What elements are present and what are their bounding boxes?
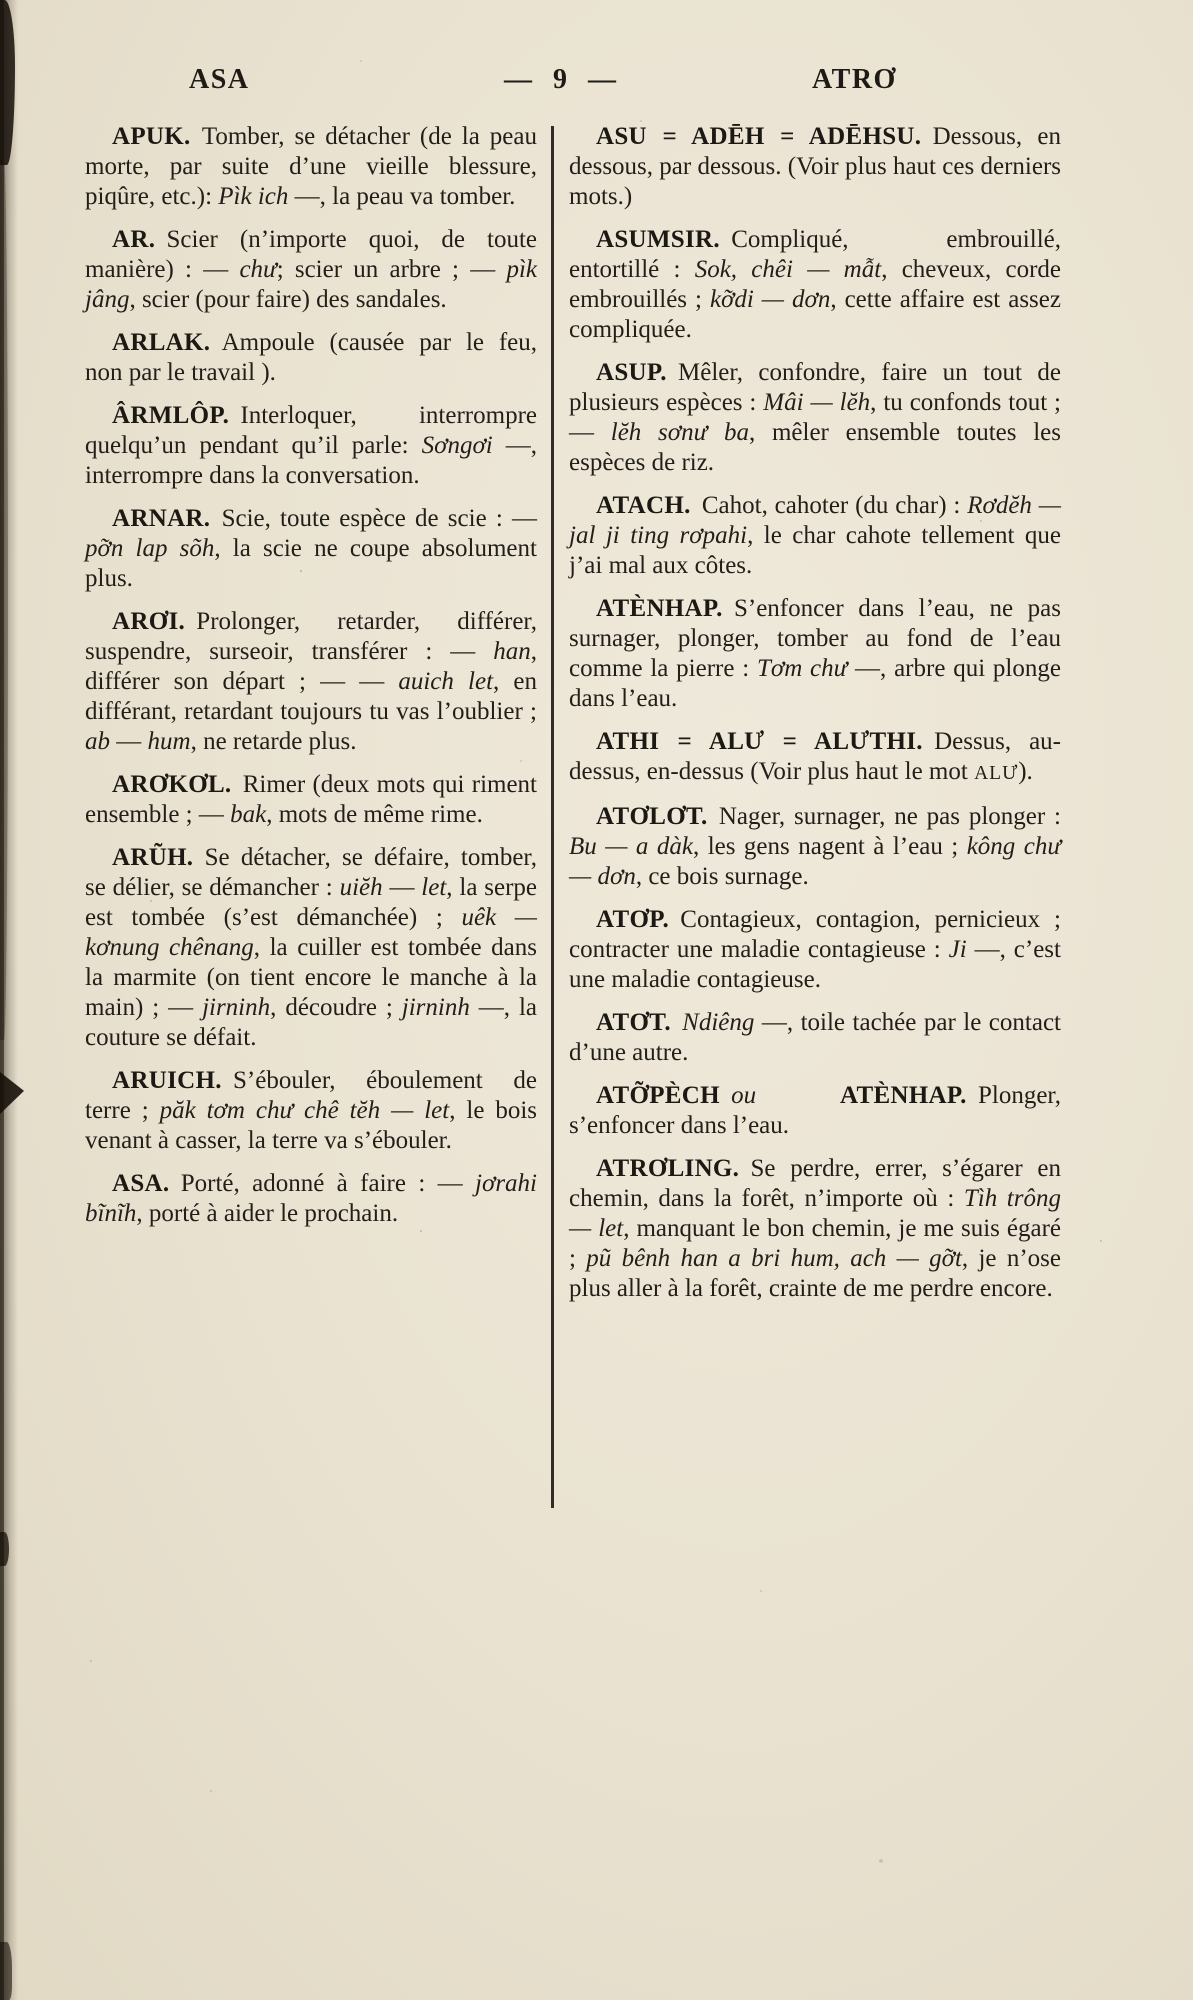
dictionary-entry [569, 802, 1061, 892]
entry-headword: ASUP. [596, 359, 667, 386]
entry-text: , tu confonds tout ; — [569, 389, 1062, 446]
dictionary-entry [85, 607, 537, 757]
dictionary-entry [569, 225, 1061, 345]
entry-text: Interloquer, interrompre quelqu’un pendant qu’il parle: [85, 402, 537, 459]
entry-headword: AR. [112, 226, 156, 253]
entry-headword: ATÈNHAP. [839, 1082, 967, 1109]
right-column [569, 122, 1061, 1317]
entry-example: Pìk ich [218, 183, 289, 210]
entry-headword: ÂRMLÔP. [112, 402, 230, 429]
dictionary-entry [569, 358, 1061, 478]
entry-text: , le char cahote tellement que j’ai mal aux côtes. [569, 522, 1061, 579]
dictionary-entry [85, 843, 537, 1053]
dictionary-entry [569, 1154, 1061, 1304]
binding-mark [0, 1942, 12, 2000]
entry-example: ou [731, 1082, 840, 1109]
dictionary-entry [569, 727, 1061, 789]
entry-headword: ATRƠLING. [596, 1155, 740, 1182]
entry-example: jơrahi bĩnĩh [85, 1170, 537, 1227]
entry-example: pũ bênh han a bri hum, ach — gỡt [586, 1245, 962, 1272]
dictionary-entry [85, 122, 537, 212]
entry-example: pìk jâng [85, 256, 537, 313]
entry-example: Sơngơi [421, 432, 493, 459]
entry-example: kỡdi — dơn [709, 286, 831, 313]
entry-text: —, toile tachée par le contact d’une autre. [569, 1009, 1061, 1066]
entry-example: pỡn lap sõh [85, 535, 215, 562]
entry-text: , cheveux, corde embrouillés ; [569, 256, 1061, 313]
column-divider-rule [551, 126, 554, 1508]
entry-text: , mêler ensemble toutes les espèces de riz. [569, 419, 1062, 476]
entry-text: —, arbre qui plonge dans l’eau. [569, 655, 1061, 712]
entry-text: Scie, toute espèce de scie : — [221, 505, 537, 532]
dictionary-entry [85, 1066, 537, 1156]
entry-text: —, la peau va tomber. [288, 183, 516, 210]
entry-headword: ARUICH. [112, 1067, 222, 1094]
entry-text: , différer son départ ; — — [85, 638, 537, 695]
binding-mark [0, 160, 8, 1040]
entry-example: Bu — a dàk [569, 833, 693, 860]
entry-headword: ASUMSIR. [596, 226, 720, 253]
entry-text: Mêler, confondre, faire un tout de plusieurs espèces : [569, 359, 1061, 416]
entry-text: , les gens nagent à l’eau ; [692, 833, 967, 860]
entry-example: ab [85, 728, 110, 755]
entry-headword: ARLAK. [112, 329, 211, 356]
entry-headword: ATACH. [596, 492, 691, 519]
entry-headword: ATÈNHAP. [596, 595, 723, 622]
entry-example: Tơm chư [756, 655, 848, 682]
entry-headword: ARƠKƠL. [112, 771, 232, 798]
entry-text: ; scier un arbre ; — [276, 256, 507, 283]
entry-text: , découdre ; [270, 994, 402, 1021]
page-number: — 9 — [504, 64, 616, 95]
binding-mark [0, 1532, 9, 1566]
entry-text: , porté à aider le prochain. [136, 1200, 399, 1227]
header-guide-word-right: ATRƠ [812, 64, 897, 95]
dictionary-entry [569, 1008, 1061, 1068]
entry-example: Tìh trông — let [569, 1185, 1061, 1242]
entry-text: Porté, adonné à faire : — [180, 1170, 476, 1197]
dictionary-entry [569, 1081, 1061, 1141]
entry-text: ). [1018, 758, 1033, 785]
entry-example: Mâi — lĕh [763, 389, 871, 416]
entry-example: Rơdĕh — jal ji ting rơpahi [569, 492, 1061, 549]
entry-headword: ATƠT. [596, 1009, 671, 1036]
entry-text: , la serpe est tombée (s’est démanchée) ; [85, 874, 537, 931]
entry-example: Ndiêng [682, 1009, 755, 1036]
dictionary-entry [85, 770, 537, 830]
entry-text: , la scie ne coupe absolument plus. [85, 535, 537, 592]
dictionary-entry [85, 504, 537, 594]
entry-text: , scier (pour faire) des sandales. [129, 286, 447, 313]
dictionary-entry [85, 1169, 537, 1229]
entry-text: , cette affaire est assez compliquée. [569, 286, 1061, 343]
entry-text: Contagieux, contagion, pernicieux ; contracter une maladie contagieuse : [569, 906, 1061, 963]
entry-example: Sok, chêi — mẫt [694, 256, 882, 283]
entry-text: , ne retarde plus. [190, 728, 357, 755]
dictionary-entry [85, 328, 537, 388]
entry-text: Nager, surnager, ne pas plonger : [718, 803, 1061, 830]
entry-example: kông chư — dơn [569, 833, 1061, 890]
entry-text: , manquant le bon chemin, je me suis égaré ; [569, 1215, 1062, 1272]
entry-text: , ce bois surnage. [635, 863, 809, 890]
entry-text: Scier (n’importe quoi, de toute manière) : — [85, 226, 537, 283]
entry-headword: ASU = ADĒH = ADĒHSU. [596, 123, 922, 150]
entry-text: , en différant, retardant toujours tu vas l’oublier ; [85, 668, 537, 725]
entry-example: hum [147, 728, 191, 755]
entry-headword: ATƠP. [596, 906, 670, 933]
entry-text: , je n’ose plus aller à la forêt, crainte de me perdre encore. [569, 1245, 1061, 1302]
entry-text: Cahot, cahoter (du char) : [701, 492, 968, 519]
entry-headword: ATƠLƠT. [596, 803, 708, 830]
entry-text: Dessous, en dessous, par dessous. (Voir plus haut ces derniers mots.) [569, 123, 1061, 210]
entry-headword: ARƠI. [112, 608, 186, 635]
dictionary-entry [569, 905, 1061, 995]
entry-example: păk tơm chư chê tĕh — let [159, 1097, 450, 1124]
entry-example: jirninh [202, 994, 271, 1021]
dictionary-entry [569, 122, 1061, 212]
dictionary-entry [85, 225, 537, 315]
entry-example: Ji [948, 936, 967, 963]
dictionary-entry [85, 401, 537, 491]
entry-text: Plonger, s’enfoncer dans l’eau. [569, 1082, 1061, 1139]
entry-text: , le bois venant à casser, la terre va s’ébouler. [85, 1097, 538, 1154]
entry-text: —, la couture se défait. [85, 994, 538, 1051]
entry-text: Dessus, au-dessus, en-dessus (Voir plus haut le mot [569, 728, 1061, 785]
entry-text: S’ébouler, éboulement de terre ; [85, 1067, 537, 1124]
entry-headword: ATHI = ALƯ = ALƯTHI. [596, 728, 923, 755]
entry-example: auich let [398, 668, 494, 695]
entry-example: han [493, 638, 531, 665]
entry-text: Se détacher, se défaire, tomber, se délier, se démancher : [85, 844, 537, 901]
entry-headword: ARŨH. [112, 844, 194, 871]
entry-text: Compliqué, embrouillé, entortillé : [569, 226, 1061, 283]
dictionary-entry [569, 594, 1061, 714]
entry-text: , mots de même rime. [266, 801, 483, 828]
entry-text: , la cuiller est tombée dans la marmite (on tient encore le manche à la main) ; — [85, 934, 538, 1021]
entry-text: S’enfoncer dans l’eau, ne pas surnager, plonger, tomber au fond de l’eau comme la pierre : [569, 595, 1061, 682]
entry-example: let [421, 874, 447, 901]
entry-text: —, interrompre dans la conversation. [85, 432, 537, 489]
entry-example: jirninh [401, 994, 470, 1021]
entry-text: —, c’est une maladie contagieuse. [569, 936, 1061, 993]
entry-headword: ATỠPÈCH [596, 1082, 720, 1109]
entry-example: uêk — kơnung chênang [85, 904, 538, 961]
entry-headword: ASA. [112, 1170, 170, 1197]
entry-example: lĕh sơnư ba [610, 419, 749, 446]
entry-text: — [110, 728, 148, 755]
entry-text: Tomber, se détacher (de la peau morte, par suite d’une vieille blessure, piqûre, etc.): [85, 123, 537, 210]
entry-text: — [382, 874, 422, 901]
entry-text: Se perdre, errer, s’égarer en chemin, dans la forêt, n’importe où : [569, 1155, 1061, 1212]
entry-smallcaps: ALƯ [974, 763, 1019, 784]
entry-headword: ARNAR. [112, 505, 211, 532]
entry-headword: APUK. [112, 123, 191, 150]
entry-text: Prolonger, retarder, différer, suspendre, surseoir, transférer : — [85, 608, 537, 665]
entry-example: chư [239, 256, 277, 283]
entry-example: uiĕh [339, 874, 383, 901]
left-column [85, 122, 537, 1242]
entry-text: Rimer (deux mots qui riment ensemble ; — [85, 771, 537, 828]
header-guide-word-left: ASA [189, 64, 250, 95]
entry-text: Ampoule (causée par le feu, non par le travail ). [85, 329, 537, 386]
dictionary-entry [569, 491, 1061, 581]
entry-example: bak [230, 801, 267, 828]
